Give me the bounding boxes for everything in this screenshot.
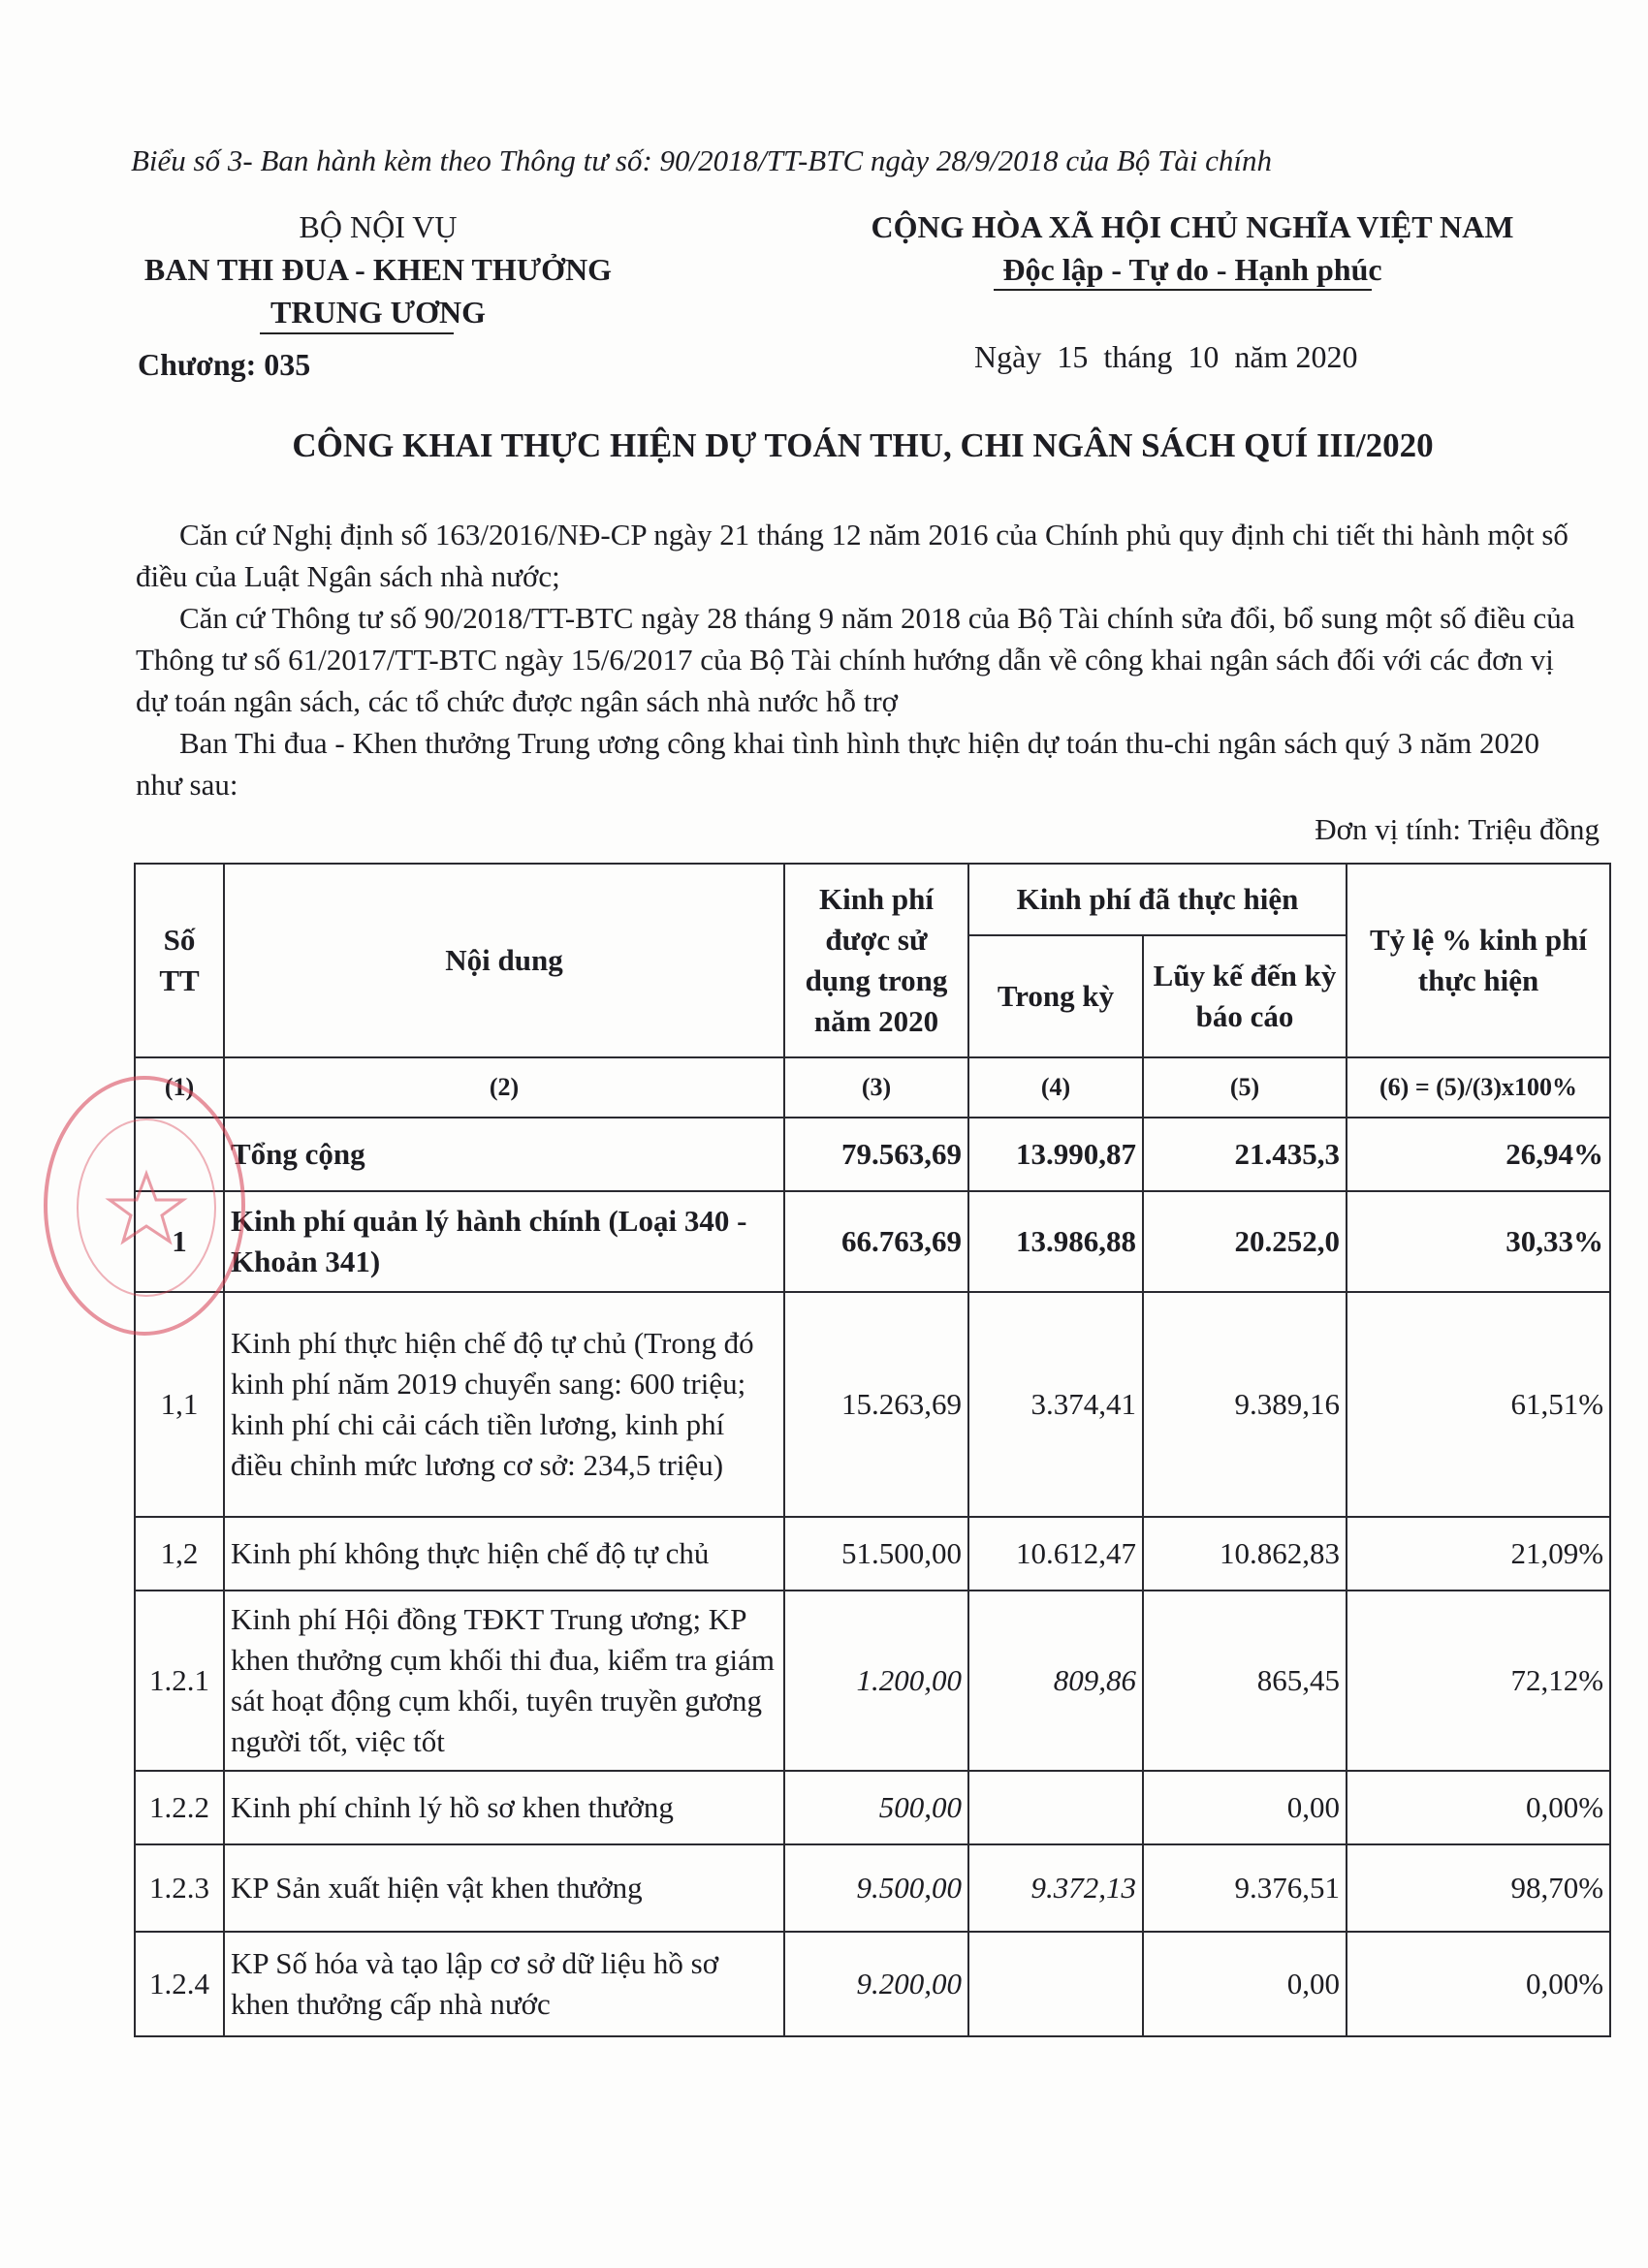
agency-underline bbox=[260, 332, 454, 334]
table-row bbox=[135, 1517, 1610, 1591]
body-text bbox=[136, 514, 1590, 805]
row-stt: 1,2 bbox=[135, 1517, 224, 1591]
header-budget: Kinh phí được sử dụng trong năm 2020 bbox=[784, 864, 968, 1057]
header-in-period: Trong kỳ bbox=[968, 935, 1143, 1057]
row-cumulative: 0,00 bbox=[1143, 1771, 1347, 1844]
row-cumulative: 20.252,0 bbox=[1143, 1191, 1347, 1292]
nation-motto: Độc lập - Tự do - Hạnh phúc bbox=[1002, 252, 1382, 287]
row-stt: 1.2.4 bbox=[135, 1932, 224, 2036]
row-in-period: 13.990,87 bbox=[968, 1118, 1143, 1191]
row-ratio: 72,12% bbox=[1347, 1591, 1610, 1771]
table-row bbox=[135, 1844, 1610, 1932]
row-in-period: 9.372,13 bbox=[968, 1844, 1143, 1932]
row-budget: 15.263,69 bbox=[784, 1292, 968, 1517]
row-budget: 51.500,00 bbox=[784, 1517, 968, 1591]
row-in-period bbox=[968, 1771, 1143, 1844]
paragraph-3: Ban Thi đua - Khen thưởng Trung ương công khai tình hình thực hiện dự toán thu-chi ngân sách quý 3 năm 2020 như sau: bbox=[136, 726, 1539, 802]
col-number: (2) bbox=[224, 1057, 784, 1118]
row-stt: 1 bbox=[135, 1191, 224, 1292]
row-content: Tổng cộng bbox=[224, 1118, 784, 1191]
agency-name-line1: BAN THI ĐUA - KHEN THƯỞNG bbox=[143, 252, 613, 287]
form-note: Biểu số 3- Ban hành kèm theo Thông tư số: 90/2018/TT-BTC ngày 28/9/2018 của Bộ Tài chính bbox=[131, 143, 1273, 177]
table-row bbox=[135, 1932, 1610, 2036]
row-in-period: 13.986,88 bbox=[968, 1191, 1143, 1292]
row-in-period: 809,86 bbox=[968, 1591, 1143, 1771]
nation-name: CỘNG HÒA XÃ HỘI CHỦ NGHĨA VIỆT NAM bbox=[871, 209, 1514, 244]
row-budget: 66.763,69 bbox=[784, 1191, 968, 1292]
row-ratio: 0,00% bbox=[1347, 1932, 1610, 2036]
row-budget: 500,00 bbox=[784, 1771, 968, 1844]
unit-label: Đơn vị tính: Triệu đồng bbox=[1315, 812, 1600, 846]
header-ratio: Tỷ lệ % kinh phí thực hiện bbox=[1347, 864, 1610, 1057]
row-stt: 1.2.2 bbox=[135, 1771, 224, 1844]
motto-underline bbox=[994, 289, 1372, 291]
row-ratio: 98,70% bbox=[1347, 1844, 1610, 1932]
table-row bbox=[135, 1771, 1610, 1844]
document-title: CÔNG KHAI THỰC HIỆN DỰ TOÁN THU, CHI NGÂN SÁCH QUÍ III/2020 bbox=[292, 426, 1434, 464]
row-content: Kinh phí quản lý hành chính (Loại 340 - Khoản 341) bbox=[224, 1191, 784, 1292]
row-stt: 1,1 bbox=[135, 1292, 224, 1517]
row-budget: 79.563,69 bbox=[784, 1118, 968, 1191]
agency-name-line2: TRUNG ƯƠNG bbox=[270, 295, 486, 330]
table-row bbox=[135, 1191, 1610, 1292]
org-header bbox=[126, 205, 630, 333]
header-cumulative: Lũy kế đến kỳ báo cáo bbox=[1143, 935, 1347, 1057]
row-cumulative: 9.376,51 bbox=[1143, 1844, 1347, 1932]
row-cumulative: 10.862,83 bbox=[1143, 1517, 1347, 1591]
row-cumulative: 0,00 bbox=[1143, 1932, 1347, 2036]
row-content: Kinh phí thực hiện chế độ tự chủ (Trong đó kinh phí năm 2019 chuyển sang: 600 triệu; kinh phí chi cải cách tiền lương, kinh phí điều chỉnh mức lương cơ sở: 234,5 triệu) bbox=[224, 1292, 784, 1517]
row-budget: 9.500,00 bbox=[784, 1844, 968, 1932]
budget-table bbox=[134, 863, 1611, 2037]
row-content: KP Sản xuất hiện vật khen thưởng bbox=[224, 1844, 784, 1932]
row-ratio: 0,00% bbox=[1347, 1771, 1610, 1844]
row-in-period: 10.612,47 bbox=[968, 1517, 1143, 1591]
header-spent-group: Kinh phí đã thực hiện bbox=[968, 864, 1347, 935]
paragraph-2: Căn cứ Thông tư số 90/2018/TT-BTC ngày 28 tháng 9 năm 2018 của Bộ Tài chính sửa đổi, bổ sung một số điều của Thông tư số 61/2017/TT-BTC ngày 15/6/2017 của Bộ Tài chính hướng dẫn về công khai ngân sách đối với các đơn vị dự toán ngân sách, các tổ chức được ngân sách nhà nước hỗ trợ bbox=[136, 601, 1575, 718]
row-cumulative: 21.435,3 bbox=[1143, 1118, 1347, 1191]
row-content: KP Số hóa và tạo lập cơ sở dữ liệu hồ sơ khen thưởng cấp nhà nước bbox=[224, 1932, 784, 2036]
row-budget: 1.200,00 bbox=[784, 1591, 968, 1771]
row-ratio: 21,09% bbox=[1347, 1517, 1610, 1591]
row-in-period bbox=[968, 1932, 1143, 2036]
col-number: (6) = (5)/(3)x100% bbox=[1347, 1057, 1610, 1118]
row-stt: 1.2.1 bbox=[135, 1591, 224, 1771]
ministry-name: BỘ NỘI VỤ bbox=[299, 209, 458, 244]
paragraph-1: Căn cứ Nghị định số 163/2016/NĐ-CP ngày 21 tháng 12 năm 2016 của Chính phủ quy định chi tiết thi hành một số điều của Luật Ngân sách nhà nước; bbox=[136, 518, 1569, 593]
nation-header bbox=[834, 205, 1551, 291]
row-in-period: 3.374,41 bbox=[968, 1292, 1143, 1517]
row-stt: 1.2.3 bbox=[135, 1844, 224, 1932]
row-ratio: 30,33% bbox=[1347, 1191, 1610, 1292]
col-number: (5) bbox=[1143, 1057, 1347, 1118]
table-row bbox=[135, 1118, 1610, 1191]
col-number: (4) bbox=[968, 1057, 1143, 1118]
table-row bbox=[135, 1591, 1610, 1771]
row-content: Kinh phí Hội đồng TĐKT Trung ương; KP khen thưởng cụm khối thi đua, kiểm tra giám sát hoạt động cụm khối, tuyên truyền gương người tốt, việc tốt bbox=[224, 1591, 784, 1771]
col-number: (3) bbox=[784, 1057, 968, 1118]
row-ratio: 61,51% bbox=[1347, 1292, 1610, 1517]
row-cumulative: 865,45 bbox=[1143, 1591, 1347, 1771]
row-content: Kinh phí chỉnh lý hồ sơ khen thưởng bbox=[224, 1771, 784, 1844]
row-content: Kinh phí không thực hiện chế độ tự chủ bbox=[224, 1517, 784, 1591]
row-budget: 9.200,00 bbox=[784, 1932, 968, 2036]
row-cumulative: 9.389,16 bbox=[1143, 1292, 1347, 1517]
table-row bbox=[135, 1292, 1610, 1517]
row-stt bbox=[135, 1118, 224, 1191]
row-ratio: 26,94% bbox=[1347, 1118, 1610, 1191]
header-stt: Số TT bbox=[135, 864, 224, 1057]
header-content: Nội dung bbox=[224, 864, 784, 1057]
col-number: (1) bbox=[135, 1057, 224, 1118]
document-date: Ngày 15 tháng 10 năm 2020 bbox=[974, 339, 1358, 374]
chapter-label: Chương: 035 bbox=[138, 347, 311, 382]
